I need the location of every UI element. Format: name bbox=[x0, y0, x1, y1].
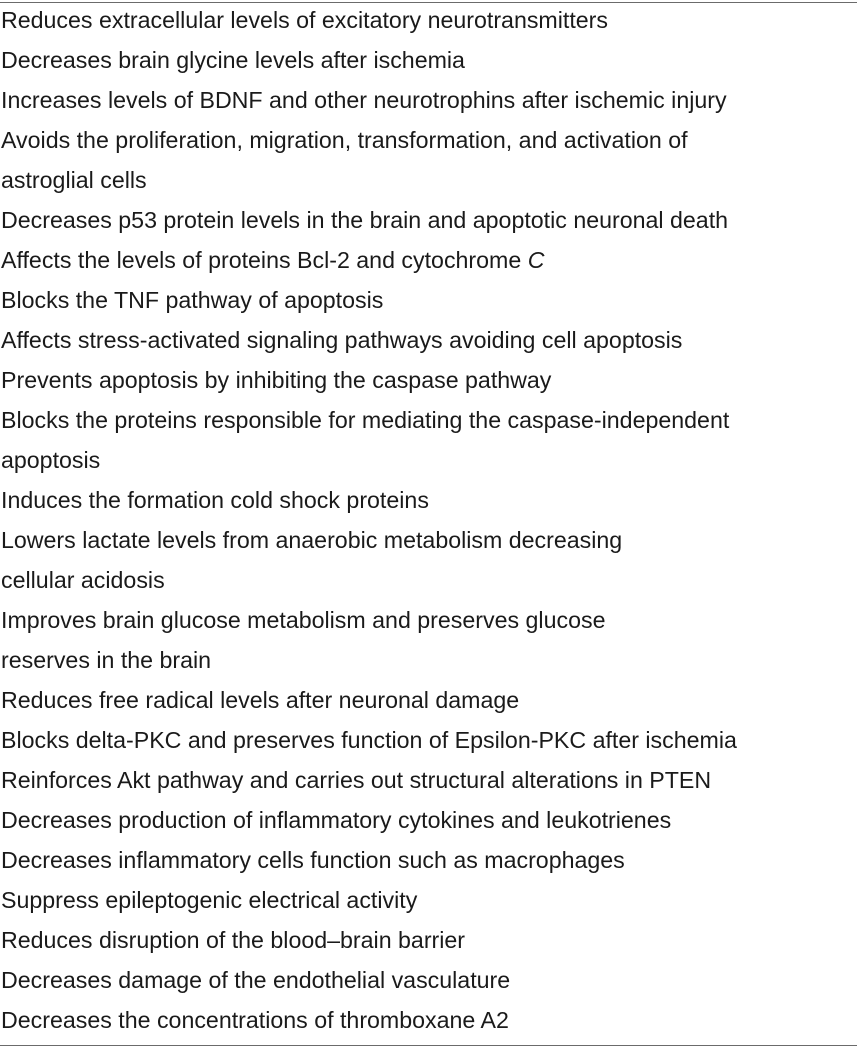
list-item bbox=[1, 400, 851, 480]
list-item bbox=[1, 680, 851, 720]
list-item bbox=[1, 960, 851, 1000]
italic-symbol: C bbox=[527, 247, 545, 273]
list-item-line: Decreases inflammatory cells function such as macrophages bbox=[1, 847, 625, 873]
list-item bbox=[1, 720, 851, 760]
list-item bbox=[1, 520, 851, 600]
list-item-line: Induces the formation cold shock proteins bbox=[1, 487, 429, 513]
list-item bbox=[1, 840, 851, 880]
list-item bbox=[1, 880, 851, 920]
list-item-line: Affects stress-activated signaling pathways avoiding cell apoptosis bbox=[1, 327, 683, 353]
list-item-line: Prevents apoptosis by inhibiting the caspase pathway bbox=[1, 367, 552, 393]
list-item bbox=[1, 480, 851, 520]
list-item-line bbox=[1, 240, 851, 280]
list-item-line: Avoids the proliferation, migration, transformation, and activation of bbox=[1, 127, 688, 153]
list-item bbox=[1, 760, 851, 800]
list-item bbox=[1, 920, 851, 960]
mechanism-list bbox=[1, 0, 851, 1040]
list-item bbox=[1, 120, 851, 200]
list-item-line: Decreases p53 protein levels in the brain and apoptotic neuronal death bbox=[1, 207, 729, 233]
list-item-line: Reduces free radical levels after neuronal damage bbox=[1, 687, 520, 713]
list-item bbox=[1, 600, 851, 680]
list-item bbox=[1, 240, 851, 280]
list-item-line: Blocks the TNF pathway of apoptosis bbox=[1, 287, 384, 313]
list-item-line: Improves brain glucose metabolism and preserves glucose bbox=[1, 607, 606, 633]
bottom-rule bbox=[0, 1045, 857, 1046]
list-item-line: Reduces extracellular levels of excitatory neurotransmitters bbox=[1, 7, 608, 33]
list-item-line: astroglial cells bbox=[1, 167, 147, 193]
list-item-line: Reduces disruption of the blood–brain barrier bbox=[1, 927, 466, 953]
list-item bbox=[1, 0, 851, 40]
list-item-line: Blocks delta-PKC and preserves function of Epsilon-PKC after ischemia bbox=[1, 727, 737, 753]
list-item-line: Suppress epileptogenic electrical activity bbox=[1, 887, 418, 913]
list-item bbox=[1, 360, 851, 400]
list-item-line: Decreases production of inflammatory cytokines and leukotrienes bbox=[1, 807, 672, 833]
list-item-line: Increases levels of BDNF and other neurotrophins after ischemic injury bbox=[1, 87, 727, 113]
list-item bbox=[1, 280, 851, 320]
list-item bbox=[1, 320, 851, 360]
list-item-line: Decreases damage of the endothelial vasculature bbox=[1, 967, 511, 993]
list-item bbox=[1, 800, 851, 840]
list-item bbox=[1, 80, 851, 120]
list-item bbox=[1, 200, 851, 240]
list-item-line: Decreases the concentrations of thromboxane A2 bbox=[1, 1007, 509, 1033]
list-item bbox=[1, 1000, 851, 1040]
list-item-line: reserves in the brain bbox=[1, 647, 212, 673]
list-item-line: Blocks the proteins responsible for mediating the caspase-independent bbox=[1, 407, 730, 433]
list-item-text: Affects the levels of proteins Bcl-2 and cytochrome bbox=[1, 247, 528, 273]
list-item-line: Decreases brain glycine levels after ischemia bbox=[1, 47, 465, 73]
list-item-line: Reinforces Akt pathway and carries out structural alterations in PTEN bbox=[1, 767, 712, 793]
list-item bbox=[1, 40, 851, 80]
list-item-line: Lowers lactate levels from anaerobic metabolism decreasing bbox=[1, 527, 623, 553]
list-item-line: cellular acidosis bbox=[1, 567, 165, 593]
list-item-line: apoptosis bbox=[1, 447, 101, 473]
